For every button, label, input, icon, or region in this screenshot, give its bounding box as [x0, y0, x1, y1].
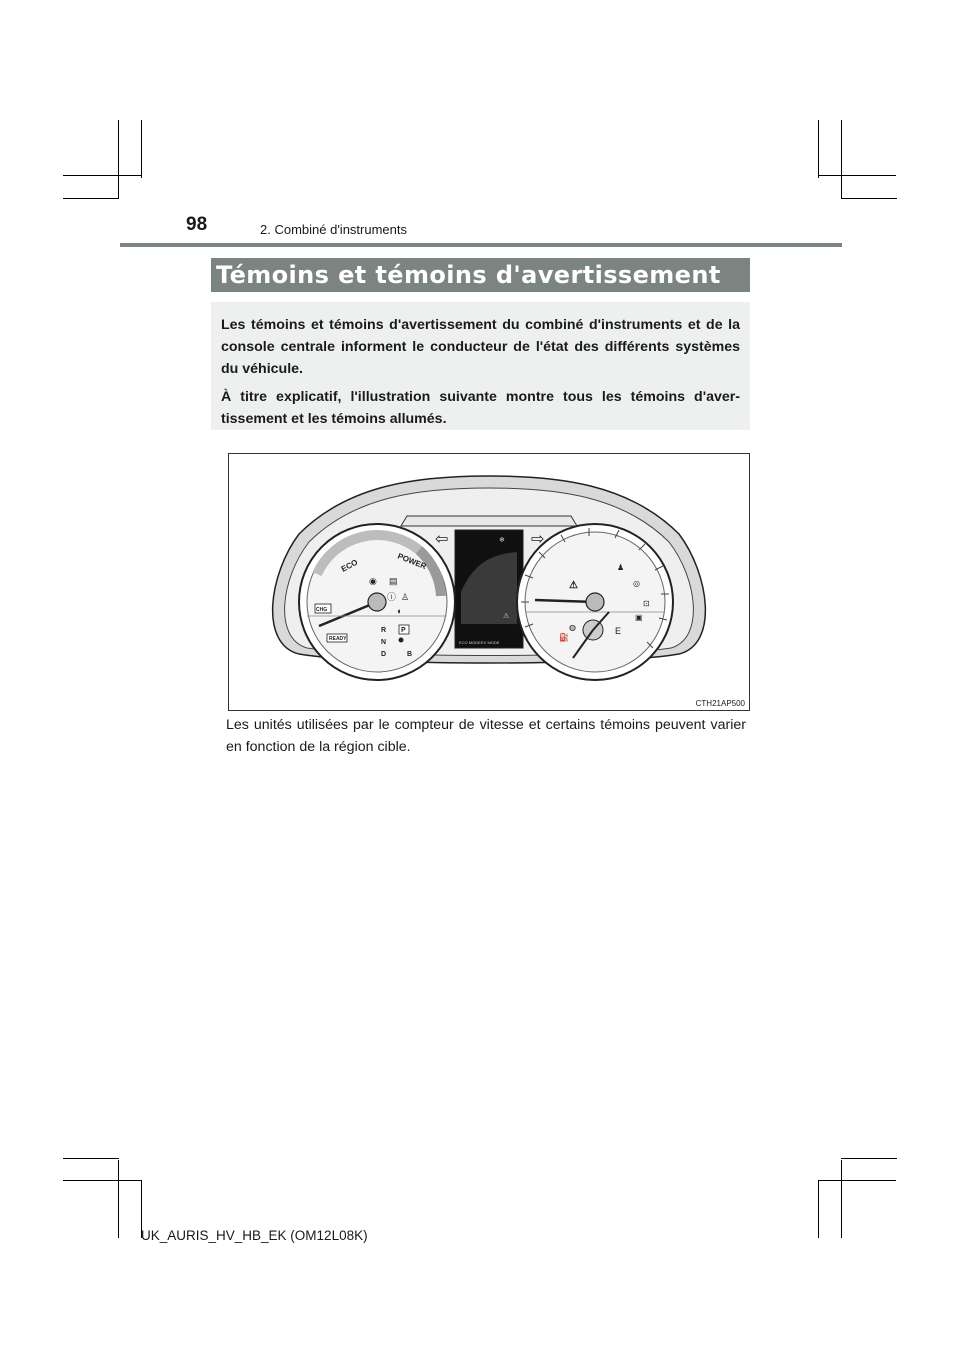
gear-d-label: D — [381, 651, 387, 658]
gear-b-label: B — [407, 651, 413, 658]
chapter-title: 2. Combiné d'instruments — [260, 222, 407, 237]
crop-mark — [63, 198, 119, 199]
fuel-empty-mark: E — [615, 626, 622, 636]
airbag-icon: ♟ — [617, 563, 625, 572]
snowflake-icon: ❄ — [499, 537, 505, 544]
fuel-pump-icon: ⛽ — [559, 633, 569, 642]
gear-position-dot — [399, 638, 404, 643]
seatbelt-icon: ♙ — [401, 592, 410, 602]
footer-model-code: UK_AURIS_HV_HB_EK (OM12L08K) — [141, 1228, 368, 1243]
gear-n-label: N — [381, 639, 387, 646]
turn-left-arrow-icon: ⇦ — [435, 529, 449, 548]
section-title: Témoins et témoins d'avertissement — [211, 258, 750, 292]
chg-label: CHG — [316, 607, 328, 613]
power-label: POWER — [396, 551, 428, 572]
auto-light-icon: ▤ — [389, 576, 398, 586]
crop-mark — [818, 175, 896, 176]
oil-pressure-icon: ◍ — [569, 623, 576, 632]
crop-mark — [63, 1158, 119, 1159]
turn-right-arrow-icon: ⇨ — [531, 529, 545, 548]
figure-caption: Les unités utilisées par le compteur de vitesse et certains témoins peuvent varier en fonction de la région cible. — [226, 717, 746, 755]
intro-box — [211, 302, 750, 430]
headlight-icon: ◉ — [369, 576, 377, 586]
crop-mark — [141, 120, 142, 178]
header-divider — [120, 243, 842, 247]
speedometer-needle-hub — [586, 593, 604, 611]
instrument-cluster-figure — [228, 453, 750, 711]
gear-r-label: R — [381, 627, 387, 634]
figure-code: CTH21AP500 — [695, 699, 745, 708]
vsc-off-icon: ⊡ — [643, 599, 650, 608]
ev-mode-label: EV MODE — [481, 640, 500, 645]
engine-check-icon: ▣ — [635, 613, 643, 622]
abs-warning-icon: ◎ — [633, 579, 640, 588]
gear-p-label: P — [401, 627, 406, 634]
crop-mark — [818, 120, 819, 178]
crop-mark — [841, 1160, 842, 1238]
eco-label: ECO — [339, 557, 360, 574]
brake-warning-icon: ⓘ — [387, 592, 397, 602]
fog-light-icon: ◐ — [397, 606, 403, 616]
crop-mark — [63, 175, 141, 176]
master-warning-icon: ⚠ — [569, 580, 578, 591]
page-number: 98 — [186, 214, 208, 235]
eco-mode-label: ECO MODE — [459, 640, 481, 645]
crop-mark — [118, 120, 119, 198]
ready-label: READY — [329, 636, 347, 642]
crop-mark — [818, 1180, 896, 1181]
intro-paragraph: À titre explicatif, l'illustration suivante montre tous les témoins d'aver-tissement et les témoins allumés. — [221, 389, 740, 427]
intro-paragraph: Les témoins et témoins d'avertissement du combiné d'instruments et de la console centrale informent le conducteur de l'état des différents systèmes du véhicule. — [221, 317, 740, 377]
crop-mark — [818, 1180, 819, 1238]
crop-mark — [841, 1158, 897, 1159]
crop-mark — [63, 1180, 141, 1181]
crop-mark — [118, 1160, 119, 1238]
crop-mark — [841, 198, 897, 199]
cluster-illustration — [229, 454, 749, 710]
display-warning-icon: ⚠ — [503, 613, 510, 620]
center-slot — [401, 516, 577, 526]
hybrid-needle-hub — [368, 593, 386, 611]
crop-mark — [841, 120, 842, 198]
